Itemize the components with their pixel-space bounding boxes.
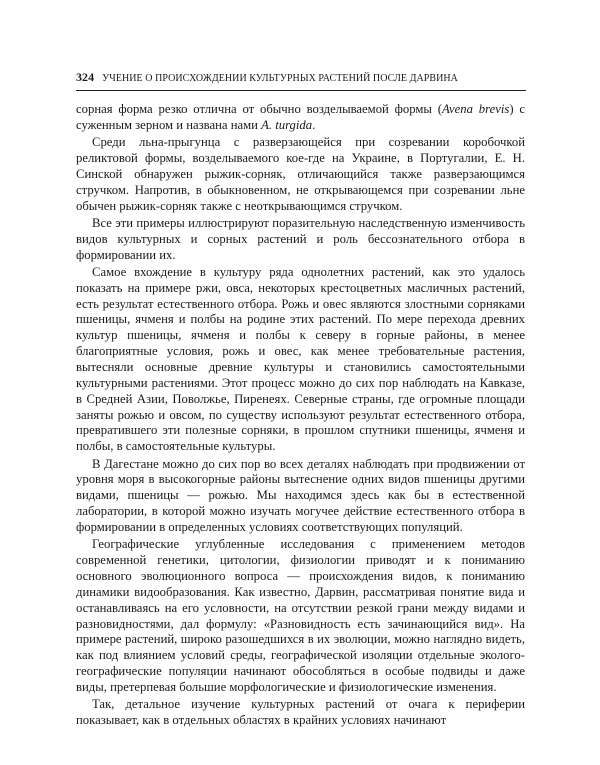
paragraph-1-text-c: . [312, 117, 316, 132]
species-name-avena-brevis: Avena brevis [441, 102, 510, 116]
paragraph-1-text-b: ) с суженным зерном и названа нами [76, 102, 525, 132]
paragraph-6: Географические углубленные исследования с применением методов современной генетики, цитологии, физиологии приводят и к пониманию основного эволюционного вопроса — происхождения видов, к пониманию динамики видообразования. Как известно, Дарвин, рассматривая понятие вида и останавливаясь на его условности, на отсутствии резкой грани между видами и разновидностями, дал формулу: «Разновидность есть зачинающийся вид». На примере растений, широко разошедшихся в их эволюции, можно наглядно видеть, как под влиянием условий среды, географической изоляции отдельные эколого-географические популяции начинают обособляться в особые подвиды и даже виды, претерпевая большие морфологические и физиологические изменения. [76, 537, 525, 694]
paragraph-2: Среди льна-прыгунца с разверзающейся при созревании коробочкой реликтовой формы, возделываемого кое-где на Украине, в Португалии, Е. Н. Синской обнаружен рыжик-сорняк, отличающийся также разверзающимся стручком. Напротив, в обыкновенном, не открывающемся при созревании льне обычен рыжик-сорняк также с неоткрывающимся стручком. [76, 135, 525, 213]
paragraph-5: В Дагестане можно до сих пор во всех деталях наблюдать при продвижении от уровня моря в высокогорные районы вытеснение одних видов пшеницы другими видами, пшеницы — рожью. Мы находимся здесь как бы в естественной лаборатории, в которой можно изучать могучее действие естественного отбора в формировании в определенных условиях соответствующих популяций. [76, 456, 525, 534]
running-title: УЧЕНИЕ О ПРОИСХОЖДЕНИИ КУЛЬТУРНЫХ РАСТЕНИЙ ПОСЛЕ ДАРВИНА [102, 73, 458, 84]
page-number: 324 [76, 70, 95, 84]
running-header [76, 70, 526, 90]
paragraph-7: Так, детальное изучение культурных растений от очага к периферии показывает, как в отдельных областях в крайних условиях начинают [76, 697, 525, 728]
paragraph-4: Самое вхождение в культуру ряда однолетних растений, как это удалось показать на примере ржи, овса, некоторых крестоцветных масличных растений, есть результат естественного отбора. Рожь и овес являются злостными сорняками пшеницы, ячменя и полбы на родине этих растений. По мере перехода древних культур пшеницы, ячменя и полбы к северу в горные районы, в менее благоприятные условия, рожь и овес, как менее требовательные растения, вытесняли основные древние культуры и становились самостоятельными культурными растениями. Этот процесс можно до сих пор наблюдать на Кавказе, в Средней Азии, Поволжье, Пиренеях. Северные страны, где огромные площади заняты рожью и овсом, по существу используют результат естественного отбора, превратившего эти полезные сорняки, в прошлом спутники пшеницы, ячменя и полбы, в самостоятельные культуры. [76, 264, 525, 454]
header-rule [76, 90, 526, 91]
paragraph-3: Все эти примеры иллюстрируют поразительную наследственную изменчивость видов культурных и сорных растений и роль бессознательного отбора в формировании их. [76, 215, 525, 262]
species-name-a-turgida: A. turgida [261, 117, 313, 132]
body-text [76, 102, 525, 730]
paragraph-1 [76, 102, 525, 134]
paragraph-1-text-a: сорная форма резко отлична от обычно возделываемой формы ( [76, 102, 442, 116]
